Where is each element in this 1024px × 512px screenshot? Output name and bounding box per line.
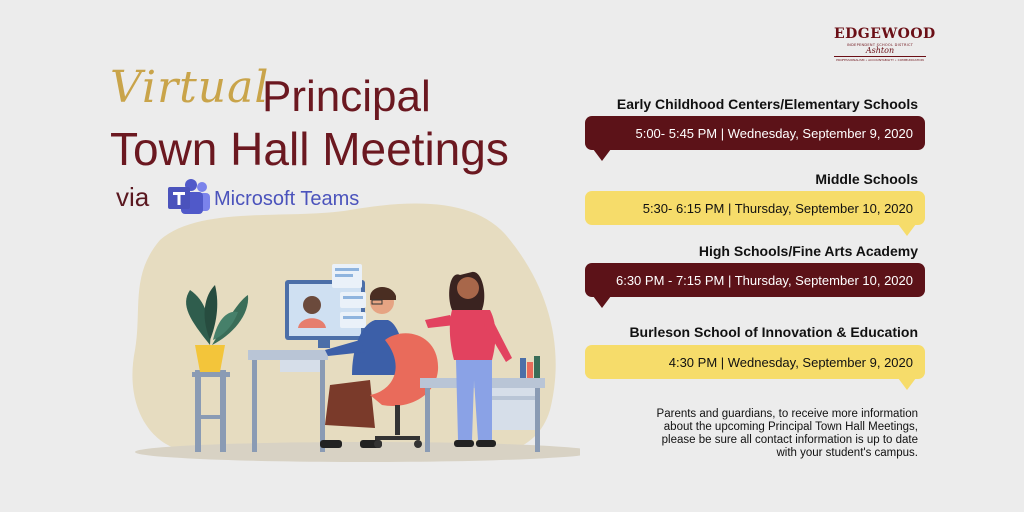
video-call-illustration <box>120 200 580 480</box>
schedule-time-high: 6:30 PM - 7:15 PM | Thursday, September 10, 2020 <box>585 263 925 297</box>
speech-bubble-tail <box>898 224 916 236</box>
microsoft-teams-label: Microsoft Teams <box>214 188 360 210</box>
schedule-time-middle: 5:30- 6:15 PM | Thursday, September 10, 2020 <box>585 191 925 225</box>
logo-wordmark: EDGEWOOD <box>834 26 936 42</box>
footer-note <box>588 408 918 460</box>
schedule-heading-burleson: Burleson School of Innovation & Education <box>629 324 918 340</box>
speech-bubble-tail <box>593 149 611 161</box>
district-logo <box>834 26 936 62</box>
schedule-time-burleson: 4:30 PM | Wednesday, September 9, 2020 <box>585 345 925 379</box>
via-label: via <box>116 182 150 212</box>
footer-line: Parents and guardians, to receive more information <box>656 408 918 420</box>
speech-bubble-tail <box>898 378 916 390</box>
schedule-heading-high: High Schools/Fine Arts Academy <box>698 243 918 259</box>
footer-line: please be sure all contact information is up to date <box>661 434 918 446</box>
title-virtual: Virtual <box>110 62 270 113</box>
footer-line: with your student's campus. <box>776 447 918 459</box>
floor-shadow <box>135 442 580 462</box>
schedule-time-elementary: 5:00- 5:45 PM | Wednesday, September 9, 2020 <box>585 116 925 150</box>
logo-subtitle: INDEPENDENT SCHOOL DISTRICT <box>846 43 914 47</box>
title-town-hall: Town Hall Meetings <box>110 123 509 175</box>
title-principal: Principal <box>262 72 431 121</box>
schedule-heading-elementary: Early Childhood Centers/Elementary Schools <box>616 96 918 112</box>
footer-line: about the upcoming Principal Town Hall Meetings, <box>663 421 918 433</box>
speech-bubble-tail <box>593 296 611 308</box>
logo-script-mark: Ashton <box>865 46 895 55</box>
logo-tagline: PROFESSIONALISM • ACCOUNTABILITY • COMMUNICATION <box>834 56 926 62</box>
schedule-heading-middle: Middle Schools <box>815 171 918 187</box>
